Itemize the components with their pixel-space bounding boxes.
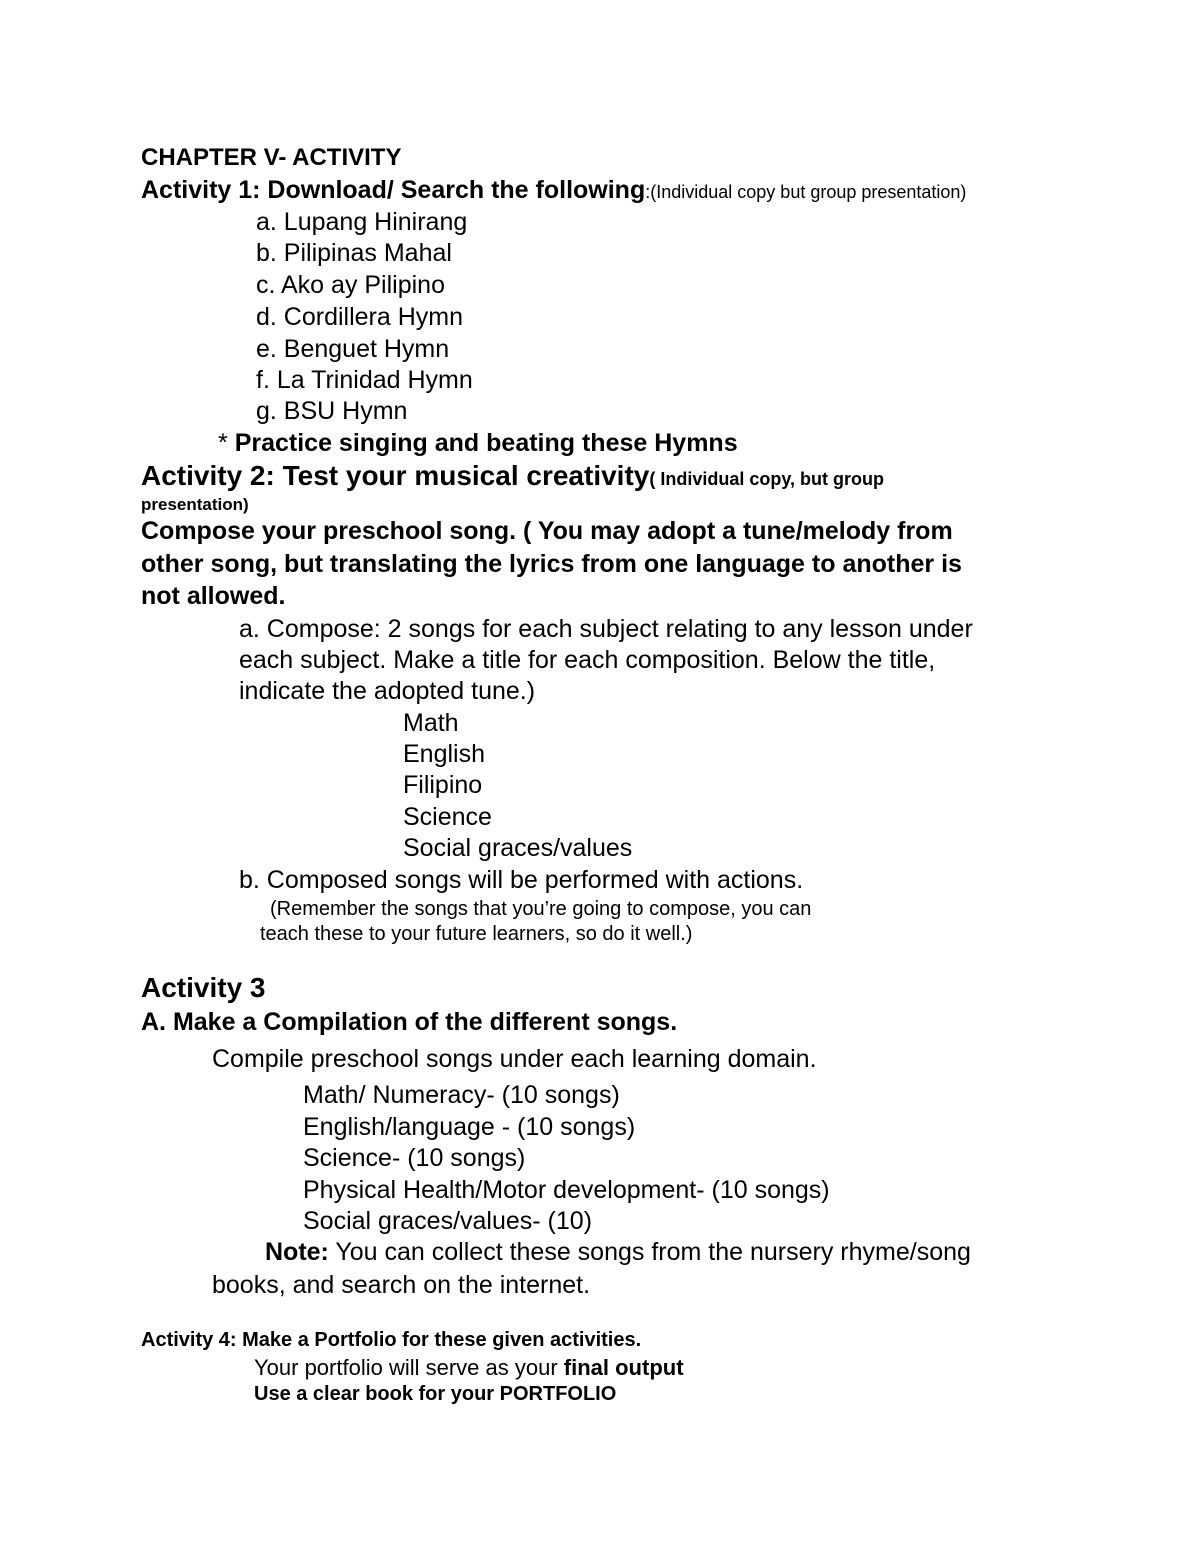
subject-item: English: [403, 740, 485, 768]
final-output-text: final output: [563, 1355, 684, 1380]
activity1-note: :(Individual copy but group presentation): [645, 182, 967, 202]
activity2-note: ( Individual copy, but group: [649, 469, 885, 489]
activity1-item: c. Ako ay Pilipino: [256, 271, 445, 299]
domain-item: Social graces/values- (10): [303, 1207, 593, 1235]
activity2-heading: Activity 2: Test your musical creativity: [141, 460, 650, 491]
activity2-item-a-line: a. Compose: 2 songs for each subject relating to any lesson under: [239, 615, 973, 643]
activity2-item-a-line: indicate the adopted tune.): [239, 677, 536, 705]
practice-star: *: [218, 429, 235, 457]
domain-item: Physical Health/Motor development- (10 songs): [303, 1176, 830, 1204]
domain-item: English/language - (10 songs): [303, 1113, 636, 1141]
activity1-item: f. La Trinidad Hymn: [256, 366, 473, 394]
activity1-item: b. Pilipinas Mahal: [256, 239, 452, 267]
activity2-compose-line: other song, but translating the lyrics from one language to another is: [141, 550, 962, 578]
note-label: Note:: [265, 1238, 329, 1266]
activity1-practice-line: [218, 431, 738, 456]
activity1-item: e. Benguet Hymn: [256, 335, 450, 363]
note-text: You can collect these songs from the nursery rhyme/song: [328, 1238, 971, 1266]
activity2-compose-line: Compose your preschool song. ( You may adopt a tune/melody from: [141, 517, 953, 545]
subject-item: Social graces/values: [403, 834, 633, 862]
activity2-remember-line: teach these to your future learners, so do it well.): [260, 923, 693, 945]
domain-item: Math/ Numeracy- (10 songs): [303, 1081, 620, 1109]
activity1-practice: Practice singing and beating these Hymns: [234, 429, 738, 457]
activity1-heading-line: [141, 178, 966, 203]
activity1-item: g. BSU Hymn: [256, 397, 408, 425]
activity3-heading: Activity 3: [141, 972, 266, 1003]
activity2-remember-line: (Remember the songs that you’re going to compose, you can: [270, 898, 812, 920]
activity2-heading-line: [141, 462, 884, 490]
subject-item: Filipino: [403, 771, 483, 799]
chapter-title: CHAPTER V- ACTIVITY: [141, 144, 402, 171]
activity1-item: d. Cordillera Hymn: [256, 303, 464, 331]
subject-item: Math: [403, 709, 459, 737]
activity1-heading: Activity 1: Download/ Search the following: [141, 176, 646, 204]
activity4-line1-text: Your portfolio will serve as your: [254, 1355, 564, 1380]
activity4-heading: Activity 4: Make a Portfolio for these given activities.: [141, 1329, 642, 1351]
activity3-sub-a: A. Make a Compilation of the different songs.: [141, 1008, 678, 1036]
activity3-note-cont: books, and search on the internet.: [212, 1271, 591, 1299]
activity3-note-line: [265, 1240, 971, 1265]
activity3-compile: Compile preschool songs under each learning domain.: [212, 1045, 817, 1073]
activity2-item-b: b. Composed songs will be performed with actions.: [239, 866, 804, 894]
activity4-line1: [254, 1357, 684, 1379]
activity2-note-cont: presentation): [141, 495, 249, 514]
activity2-compose-line: not allowed.: [141, 582, 286, 610]
domain-item: Science- (10 songs): [303, 1144, 526, 1172]
activity2-item-a-line: each subject. Make a title for each composition. Below the title,: [239, 646, 936, 674]
subject-item: Science: [403, 803, 492, 831]
activity4-line2: Use a clear book for your PORTFOLIO: [254, 1383, 617, 1405]
activity1-item: a. Lupang Hinirang: [256, 208, 468, 236]
